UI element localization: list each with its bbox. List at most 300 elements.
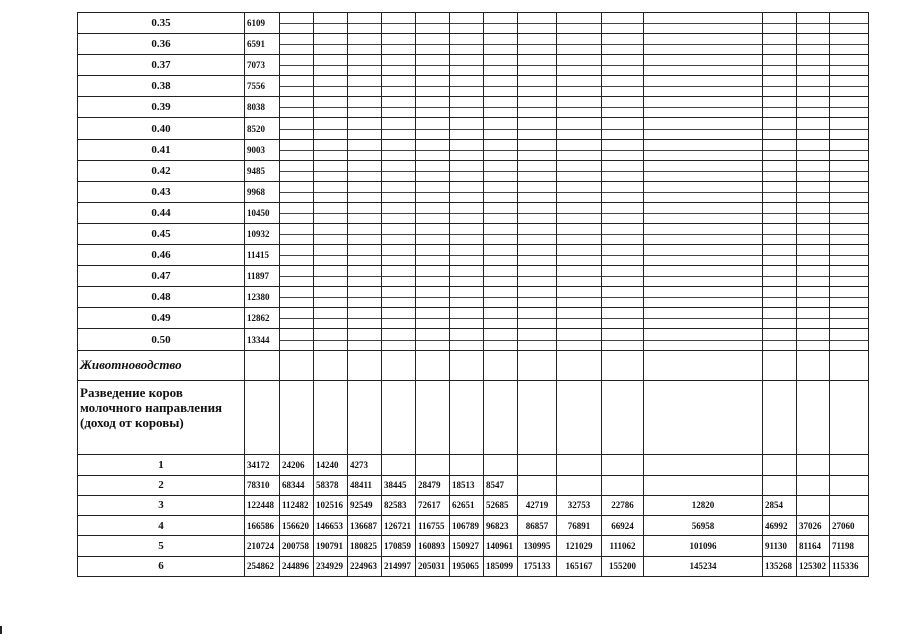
grid-subline bbox=[416, 107, 449, 108]
empty-cell bbox=[518, 139, 557, 160]
empty-cell bbox=[314, 181, 348, 202]
grid-subline bbox=[382, 107, 415, 108]
empty-cell bbox=[644, 308, 763, 329]
grid-subline bbox=[382, 44, 415, 45]
empty-cell bbox=[644, 329, 763, 350]
coefficient-row bbox=[78, 13, 869, 34]
grid-subline bbox=[382, 234, 415, 235]
empty-cell bbox=[314, 329, 348, 350]
empty-cell bbox=[830, 202, 869, 223]
empty-cell bbox=[314, 13, 348, 34]
cow-income-cell: 254862 bbox=[245, 556, 280, 576]
empty-cell bbox=[797, 245, 830, 266]
grid-subline bbox=[830, 129, 868, 130]
grid-subline bbox=[797, 318, 829, 319]
grid-subline bbox=[348, 192, 381, 193]
cow-income-cell: 22786 bbox=[602, 495, 644, 515]
grid-subline bbox=[602, 150, 643, 151]
empty-cell bbox=[484, 160, 518, 181]
grid-subline bbox=[602, 255, 643, 256]
grid-subline bbox=[644, 318, 762, 319]
empty-cell bbox=[557, 97, 602, 118]
grid-subline bbox=[763, 65, 796, 66]
empty-cell bbox=[382, 160, 416, 181]
empty-cell bbox=[382, 97, 416, 118]
grid-subline bbox=[518, 171, 556, 172]
empty-cell bbox=[314, 266, 348, 287]
cow-income-cell: 156620 bbox=[280, 516, 314, 536]
empty-cell bbox=[763, 308, 797, 329]
empty-cell bbox=[348, 118, 382, 139]
grid-subline bbox=[348, 213, 381, 214]
cow-row bbox=[78, 475, 869, 495]
empty-cell bbox=[348, 266, 382, 287]
empty-cell bbox=[314, 118, 348, 139]
grid-subline bbox=[416, 255, 449, 256]
coefficient-row bbox=[78, 308, 869, 329]
empty-cell bbox=[602, 118, 644, 139]
grid-subline bbox=[830, 192, 868, 193]
cow-income-cell: 126721 bbox=[382, 516, 416, 536]
grid-subline bbox=[602, 340, 643, 341]
grid-subline bbox=[314, 129, 347, 130]
grid-subline bbox=[644, 276, 762, 277]
cow-income-cell bbox=[644, 455, 763, 475]
grid-subline bbox=[602, 213, 643, 214]
empty-cell bbox=[557, 287, 602, 308]
empty-cell bbox=[280, 118, 314, 139]
grid-subline bbox=[602, 297, 643, 298]
grid-subline bbox=[484, 65, 517, 66]
grid-subline bbox=[644, 107, 762, 108]
coefficient-row bbox=[78, 55, 869, 76]
cow-income-cell: 166586 bbox=[245, 516, 280, 536]
grid-subline bbox=[314, 340, 347, 341]
empty-cell bbox=[314, 160, 348, 181]
grid-subline bbox=[557, 107, 601, 108]
empty-cell bbox=[518, 181, 557, 202]
empty-cell bbox=[416, 55, 450, 76]
empty-cell bbox=[484, 118, 518, 139]
grid-subline bbox=[450, 276, 483, 277]
grid-subline bbox=[280, 213, 313, 214]
cow-income-cell: 125302 bbox=[797, 556, 830, 576]
grid-subline bbox=[280, 192, 313, 193]
empty-cell bbox=[518, 118, 557, 139]
grid-subline bbox=[763, 23, 796, 24]
cow-income-cell: 205031 bbox=[416, 556, 450, 576]
empty-cell bbox=[518, 13, 557, 34]
empty-cell bbox=[416, 287, 450, 308]
empty-cell bbox=[314, 97, 348, 118]
grid-subline bbox=[280, 107, 313, 108]
grid-subline bbox=[602, 234, 643, 235]
cow-income-cell: 76891 bbox=[557, 516, 602, 536]
empty-cell bbox=[382, 223, 416, 244]
empty-cell bbox=[416, 34, 450, 55]
cow-income-cell: 244896 bbox=[280, 556, 314, 576]
cow-income-cell: 190791 bbox=[314, 536, 348, 556]
empty-cell bbox=[763, 97, 797, 118]
cow-income-cell: 210724 bbox=[245, 536, 280, 556]
empty-cell bbox=[518, 160, 557, 181]
empty-cell bbox=[763, 223, 797, 244]
empty-cell bbox=[416, 76, 450, 97]
grid-subline bbox=[416, 192, 449, 193]
grid-subline bbox=[450, 150, 483, 151]
grid-subline bbox=[830, 23, 868, 24]
empty-cell bbox=[416, 139, 450, 160]
cow-income-cell: 48411 bbox=[348, 475, 382, 495]
grid-subline bbox=[314, 171, 347, 172]
cow-income-cell: 140961 bbox=[484, 536, 518, 556]
grid-subline bbox=[557, 318, 601, 319]
empty-cell bbox=[280, 329, 314, 350]
grid-subline bbox=[382, 340, 415, 341]
grid-subline bbox=[314, 65, 347, 66]
grid-subline bbox=[450, 213, 483, 214]
empty-cell bbox=[382, 287, 416, 308]
grid-subline bbox=[602, 86, 643, 87]
grid-subline bbox=[348, 276, 381, 277]
coefficient-row bbox=[78, 329, 869, 350]
empty-cell bbox=[830, 308, 869, 329]
coefficient-row bbox=[78, 266, 869, 287]
empty-cell bbox=[763, 202, 797, 223]
grid-subline bbox=[484, 44, 517, 45]
empty-cell bbox=[763, 181, 797, 202]
grid-subline bbox=[763, 171, 796, 172]
cow-income-cell: 4273 bbox=[348, 455, 382, 475]
grid-subline bbox=[280, 234, 313, 235]
coefficient-value: 9003 bbox=[245, 139, 280, 160]
empty-cell bbox=[797, 55, 830, 76]
empty-cell bbox=[416, 181, 450, 202]
grid-subline bbox=[602, 65, 643, 66]
empty-cell bbox=[382, 308, 416, 329]
empty-cell bbox=[280, 202, 314, 223]
coefficient-row bbox=[78, 97, 869, 118]
grid-subline bbox=[280, 171, 313, 172]
empty-cell bbox=[416, 308, 450, 329]
coefficient-value: 6109 bbox=[245, 13, 280, 34]
empty-cell bbox=[602, 34, 644, 55]
grid-subline bbox=[348, 255, 381, 256]
grid-subline bbox=[484, 297, 517, 298]
cow-row-label: 4 bbox=[78, 516, 245, 536]
grid-subline bbox=[518, 213, 556, 214]
grid-subline bbox=[518, 150, 556, 151]
cow-income-cell bbox=[797, 455, 830, 475]
grid-subline bbox=[348, 23, 381, 24]
empty-cell bbox=[484, 13, 518, 34]
cow-income-cell: 24206 bbox=[280, 455, 314, 475]
empty-cell bbox=[348, 139, 382, 160]
grid-subline bbox=[763, 213, 796, 214]
empty-cell bbox=[557, 34, 602, 55]
cow-income-cell: 56958 bbox=[644, 516, 763, 536]
grid-subline bbox=[763, 255, 796, 256]
empty-cell bbox=[416, 97, 450, 118]
empty-cell bbox=[348, 223, 382, 244]
coefficient-label: 0.45 bbox=[78, 223, 245, 244]
grid-subline bbox=[518, 65, 556, 66]
empty-cell bbox=[797, 308, 830, 329]
cow-income-cell: 46992 bbox=[763, 516, 797, 536]
empty-cell bbox=[382, 181, 416, 202]
grid-subline bbox=[450, 86, 483, 87]
grid-subline bbox=[416, 340, 449, 341]
grid-subline bbox=[557, 129, 601, 130]
empty-cell bbox=[450, 76, 484, 97]
grid-subline bbox=[644, 255, 762, 256]
grid-subline bbox=[763, 234, 796, 235]
empty-cell bbox=[348, 55, 382, 76]
empty-cell bbox=[557, 329, 602, 350]
coefficient-value: 12862 bbox=[245, 308, 280, 329]
cow-income-cell bbox=[644, 475, 763, 495]
empty-cell bbox=[797, 118, 830, 139]
coefficient-row bbox=[78, 76, 869, 97]
grid-subline bbox=[797, 129, 829, 130]
grid-subline bbox=[797, 340, 829, 341]
cow-income-cell: 155200 bbox=[602, 556, 644, 576]
empty-cell bbox=[382, 34, 416, 55]
cow-row-label: 5 bbox=[78, 536, 245, 556]
empty-cell bbox=[797, 202, 830, 223]
grid-subline bbox=[797, 213, 829, 214]
cow-income-cell: 115336 bbox=[830, 556, 869, 576]
coefficient-value: 10450 bbox=[245, 202, 280, 223]
grid-subline bbox=[348, 171, 381, 172]
grid-subline bbox=[382, 318, 415, 319]
grid-subline bbox=[382, 213, 415, 214]
cow-income-cell: 42719 bbox=[518, 495, 557, 515]
empty-cell bbox=[484, 245, 518, 266]
coefficient-value: 9968 bbox=[245, 181, 280, 202]
cow-income-cell: 111062 bbox=[602, 536, 644, 556]
empty-cell bbox=[280, 76, 314, 97]
cow-income-cell: 101096 bbox=[644, 536, 763, 556]
grid-subline bbox=[416, 318, 449, 319]
cow-row-label: 3 bbox=[78, 495, 245, 515]
cow-income-cell: 116755 bbox=[416, 516, 450, 536]
empty-cell bbox=[797, 160, 830, 181]
grid-subline bbox=[797, 276, 829, 277]
cow-income-cell: 234929 bbox=[314, 556, 348, 576]
empty-cell bbox=[484, 76, 518, 97]
empty-cell bbox=[602, 97, 644, 118]
data-table bbox=[77, 12, 869, 577]
grid-subline bbox=[450, 318, 483, 319]
cow-income-cell bbox=[557, 475, 602, 495]
grid-subline bbox=[314, 213, 347, 214]
empty-cell bbox=[348, 34, 382, 55]
grid-subline bbox=[557, 86, 601, 87]
empty-cell bbox=[314, 139, 348, 160]
cow-income-cell: 165167 bbox=[557, 556, 602, 576]
empty-cell bbox=[557, 202, 602, 223]
cow-income-cell: 66924 bbox=[602, 516, 644, 536]
empty-cell bbox=[348, 13, 382, 34]
coefficient-rows bbox=[78, 13, 869, 351]
empty-cell bbox=[314, 55, 348, 76]
grid-subline bbox=[518, 318, 556, 319]
cow-row bbox=[78, 536, 869, 556]
cow-income-cell: 170859 bbox=[382, 536, 416, 556]
empty-cell bbox=[763, 329, 797, 350]
grid-subline bbox=[557, 255, 601, 256]
grid-subline bbox=[348, 340, 381, 341]
cow-income-cell bbox=[763, 475, 797, 495]
empty-cell bbox=[382, 266, 416, 287]
empty-cell bbox=[280, 245, 314, 266]
empty-cell bbox=[280, 266, 314, 287]
coefficient-row bbox=[78, 118, 869, 139]
empty-cell bbox=[602, 55, 644, 76]
cow-row-label: 1 bbox=[78, 455, 245, 475]
empty-cell bbox=[518, 223, 557, 244]
empty-cell bbox=[644, 139, 763, 160]
grid-subline bbox=[557, 171, 601, 172]
grid-subline bbox=[450, 129, 483, 130]
cow-income-cell: 92549 bbox=[348, 495, 382, 515]
grid-subline bbox=[830, 44, 868, 45]
cow-income-cell: 130995 bbox=[518, 536, 557, 556]
coefficient-value: 11415 bbox=[245, 245, 280, 266]
cow-income-cell: 18513 bbox=[450, 475, 484, 495]
empty-cell bbox=[763, 245, 797, 266]
empty-cell bbox=[797, 34, 830, 55]
empty-cell bbox=[450, 245, 484, 266]
coefficient-label: 0.35 bbox=[78, 13, 245, 34]
empty-cell bbox=[602, 266, 644, 287]
cow-income-cell: 175133 bbox=[518, 556, 557, 576]
empty-cell bbox=[644, 55, 763, 76]
empty-cell bbox=[416, 245, 450, 266]
grid-subline bbox=[382, 150, 415, 151]
cow-income-cell bbox=[557, 455, 602, 475]
empty-cell bbox=[382, 139, 416, 160]
grid-subline bbox=[763, 297, 796, 298]
grid-subline bbox=[280, 86, 313, 87]
grid-subline bbox=[602, 44, 643, 45]
coefficient-label: 0.41 bbox=[78, 139, 245, 160]
cow-income-cell: 136687 bbox=[348, 516, 382, 536]
grid-subline bbox=[382, 192, 415, 193]
subsection-row bbox=[78, 381, 869, 455]
grid-subline bbox=[797, 65, 829, 66]
grid-subline bbox=[348, 129, 381, 130]
empty-cell bbox=[314, 202, 348, 223]
grid-subline bbox=[797, 86, 829, 87]
cow-income-cell: 38445 bbox=[382, 475, 416, 495]
empty-cell bbox=[763, 139, 797, 160]
grid-subline bbox=[484, 23, 517, 24]
empty-cell bbox=[518, 329, 557, 350]
empty-cell bbox=[830, 13, 869, 34]
cow-income-cell: 52685 bbox=[484, 495, 518, 515]
page-edge-mark bbox=[0, 626, 2, 634]
grid-subline bbox=[518, 107, 556, 108]
grid-subline bbox=[557, 297, 601, 298]
subsection-title: Разведение коров молочного направления (доход от коровы) bbox=[78, 381, 245, 455]
coefficient-label: 0.40 bbox=[78, 118, 245, 139]
coefficient-value: 7073 bbox=[245, 55, 280, 76]
empty-cell bbox=[557, 13, 602, 34]
grid-subline bbox=[280, 297, 313, 298]
coefficient-row bbox=[78, 181, 869, 202]
cow-income-cell: 71198 bbox=[830, 536, 869, 556]
grid-subline bbox=[416, 86, 449, 87]
grid-subline bbox=[830, 65, 868, 66]
coefficient-label: 0.37 bbox=[78, 55, 245, 76]
grid-subline bbox=[280, 65, 313, 66]
grid-subline bbox=[797, 234, 829, 235]
grid-subline bbox=[830, 107, 868, 108]
empty-cell bbox=[602, 202, 644, 223]
empty-cell bbox=[450, 13, 484, 34]
empty-cell bbox=[763, 160, 797, 181]
grid-subline bbox=[450, 44, 483, 45]
cow-income-cell: 27060 bbox=[830, 516, 869, 536]
empty-cell bbox=[644, 202, 763, 223]
cow-income-cell: 200758 bbox=[280, 536, 314, 556]
empty-cell bbox=[763, 118, 797, 139]
grid-subline bbox=[280, 129, 313, 130]
grid-subline bbox=[763, 192, 796, 193]
grid-subline bbox=[557, 213, 601, 214]
empty-cell bbox=[763, 287, 797, 308]
cow-income-cell: 72617 bbox=[416, 495, 450, 515]
empty-cell bbox=[830, 76, 869, 97]
coefficient-row bbox=[78, 139, 869, 160]
grid-subline bbox=[797, 23, 829, 24]
cow-income-cell bbox=[518, 475, 557, 495]
grid-subline bbox=[644, 23, 762, 24]
empty-cell bbox=[830, 34, 869, 55]
grid-subline bbox=[382, 276, 415, 277]
coefficient-label: 0.39 bbox=[78, 97, 245, 118]
coefficient-label: 0.47 bbox=[78, 266, 245, 287]
grid-subline bbox=[450, 340, 483, 341]
grid-subline bbox=[416, 23, 449, 24]
coefficient-row bbox=[78, 202, 869, 223]
cow-income-cell: 102516 bbox=[314, 495, 348, 515]
coefficient-label: 0.36 bbox=[78, 34, 245, 55]
empty-cell bbox=[348, 181, 382, 202]
grid-subline bbox=[348, 318, 381, 319]
cow-income-cell: 58378 bbox=[314, 475, 348, 495]
grid-subline bbox=[484, 213, 517, 214]
grid-subline bbox=[450, 65, 483, 66]
grid-subline bbox=[314, 107, 347, 108]
coefficient-value: 8038 bbox=[245, 97, 280, 118]
grid-subline bbox=[797, 192, 829, 193]
empty-cell bbox=[602, 287, 644, 308]
grid-subline bbox=[314, 23, 347, 24]
grid-subline bbox=[830, 255, 868, 256]
livestock-section bbox=[78, 350, 869, 455]
grid-subline bbox=[557, 276, 601, 277]
empty-cell bbox=[416, 160, 450, 181]
cow-row-label: 2 bbox=[78, 475, 245, 495]
empty-cell bbox=[416, 202, 450, 223]
empty-cell bbox=[382, 13, 416, 34]
coefficient-value: 10932 bbox=[245, 223, 280, 244]
grid-subline bbox=[416, 44, 449, 45]
empty-cell bbox=[348, 308, 382, 329]
